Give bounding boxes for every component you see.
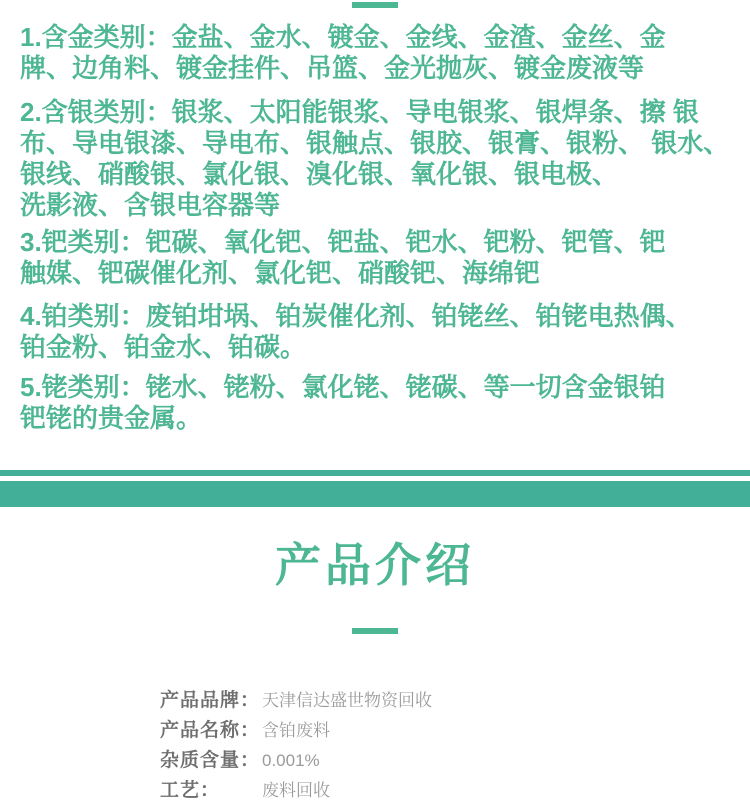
category-text-line: 洗影液、含银电容器等 bbox=[20, 190, 281, 220]
spec-label: 杂质含量： bbox=[160, 750, 261, 772]
category-item-platinum bbox=[20, 301, 734, 363]
category-text-line: 牌、边角料、镀金挂件、吊篮、金光抛灰、镀金废液等 bbox=[20, 53, 645, 83]
category-text-line: 银布、导电银漆、导电布、银触点、银胶、银膏、银粉、 bbox=[20, 97, 699, 158]
category-text-line: 钯铑的贵金属。 bbox=[20, 403, 203, 433]
spec-value: 废料回收 bbox=[262, 781, 330, 801]
spec-label: 产品名称： bbox=[160, 720, 261, 742]
spec-label: 产品品牌： bbox=[160, 690, 261, 712]
product-page bbox=[0, 2, 750, 802]
page-title: 产品介绍 bbox=[275, 539, 475, 591]
spec-value: 0.001% bbox=[262, 751, 320, 771]
spec-label: 工艺： bbox=[160, 780, 221, 802]
spec-value: 含铂废料 bbox=[262, 721, 330, 741]
category-item-gold bbox=[20, 22, 734, 84]
spec-value: 天津信达盛世物资回收 bbox=[262, 691, 432, 711]
table-row-process bbox=[160, 776, 750, 806]
category-text-line: 银水、银线、硝酸银、氯化银、溴化银、氧化银、银电极、 bbox=[20, 128, 730, 189]
category-text-line: 铂金粉、铂金水、铂碳。 bbox=[20, 332, 307, 362]
category-text-line: 5.铑类别：铑水、铑粉、氯化铑、铑碳、等一切含金银铂 bbox=[20, 372, 666, 402]
category-item-palladium bbox=[20, 227, 734, 289]
category-text-line: 2.含银类别：银浆、太阳能银浆、导电银浆、银焊条、擦 bbox=[20, 97, 666, 127]
category-list bbox=[0, 8, 750, 434]
divider-bar-thick bbox=[0, 481, 750, 507]
category-item-rhodium bbox=[20, 372, 734, 434]
category-text-line: 3.钯类别：钯碳、氧化钯、钯盐、钯水、钯粉、钯管、钯 bbox=[20, 227, 666, 257]
product-spec-table bbox=[160, 686, 750, 806]
table-row-product-name bbox=[160, 716, 750, 746]
category-item-silver bbox=[20, 97, 734, 221]
table-row-brand bbox=[160, 686, 750, 716]
category-text-line: 触媒、钯碳催化剂、氯化钯、硝酸钯、海绵钯 bbox=[20, 258, 541, 288]
title-underline-dash bbox=[352, 628, 398, 634]
category-text-line: 1.含金类别：金盐、金水、镀金、金线、金渣、金丝、金 bbox=[20, 22, 666, 52]
table-row-impurity bbox=[160, 746, 750, 776]
category-text-line: 4.铂类别：废铂坩埚、铂炭催化剂、铂铑丝、铂铑电热偶、 bbox=[20, 301, 692, 331]
divider-bar-thin bbox=[0, 470, 750, 476]
